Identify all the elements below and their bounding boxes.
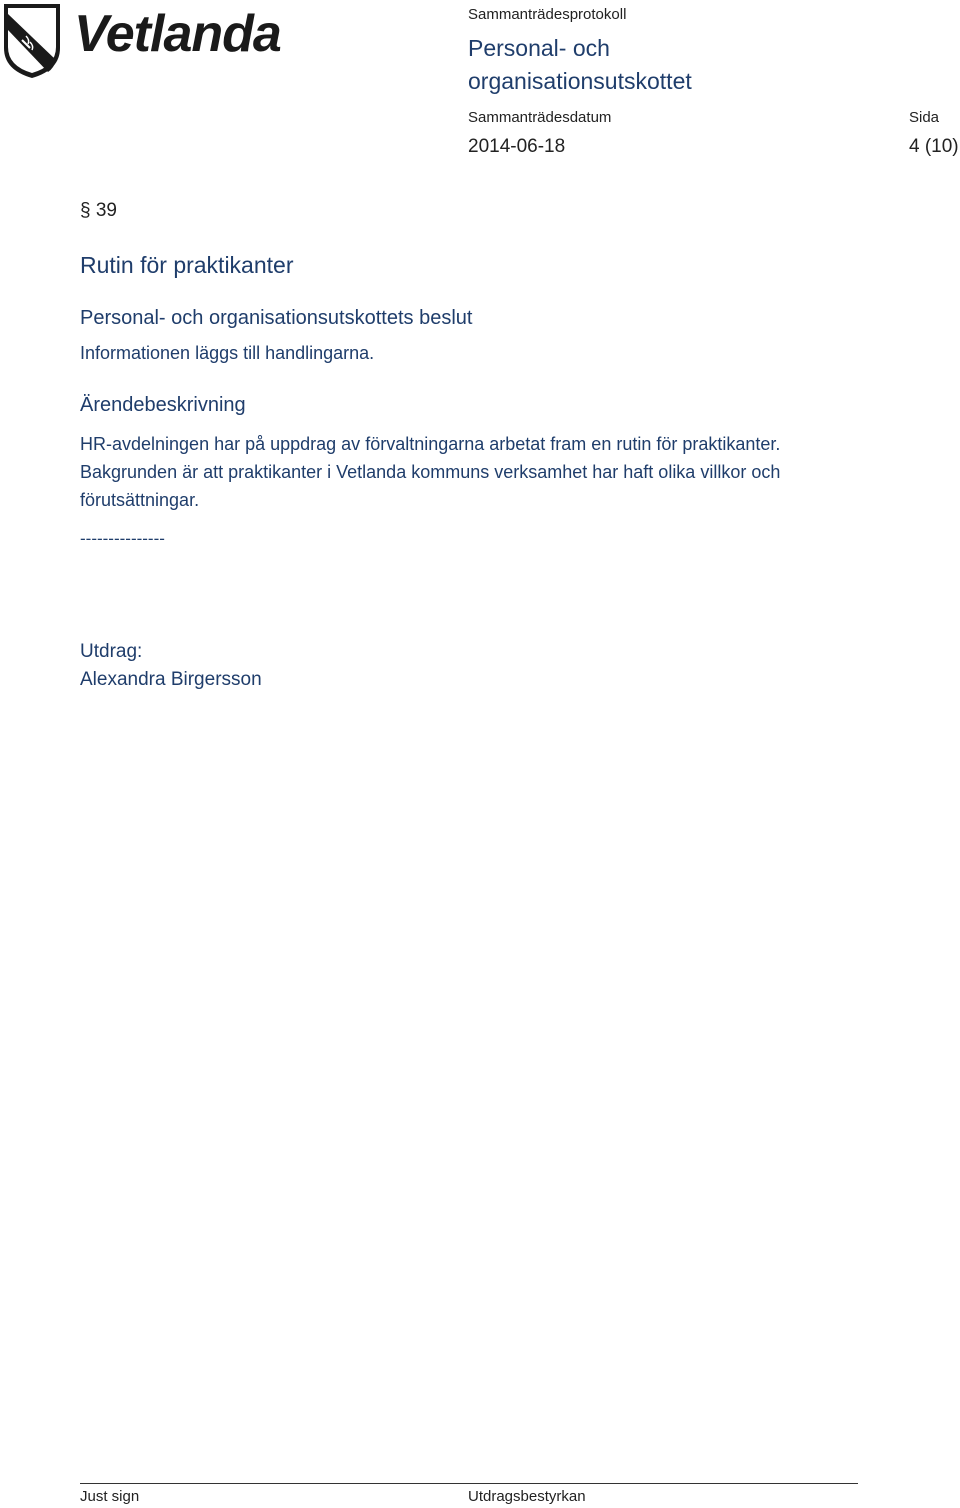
page-number: 4 (10)	[909, 136, 959, 157]
footer-just-sign: Just sign	[80, 1488, 140, 1505]
document-type: Sammanträdesprotokoll	[468, 6, 627, 23]
logo	[0, 0, 300, 80]
committee-name	[468, 32, 768, 98]
committee-name-line2: organisationsutskottet	[468, 68, 692, 94]
footer-extract-certification: Utdragsbestyrkan	[468, 1488, 586, 1505]
logo-wordmark: Vetlanda	[74, 5, 281, 63]
committee-name-line1: Personal- och	[468, 35, 610, 61]
meeting-date-label: Sammanträdesdatum	[468, 109, 612, 126]
description-text: HR-avdelningen har på uppdrag av förvaltningarna arbetat fram en rutin för praktikanter. Bakgrunden är att praktikanter i Vetlanda kommuns verksamhet har haft olika villkor och förutsättningar.	[80, 434, 781, 510]
footer-divider	[80, 1483, 858, 1484]
decision-text: Informationen läggs till handlingarna.	[80, 343, 375, 363]
decision-heading: Personal- och organisationsutskottets beslut	[80, 307, 473, 329]
description-heading: Ärendebeskrivning	[80, 394, 246, 416]
separator: ---------------	[80, 529, 165, 548]
page-label: Sida	[909, 109, 940, 126]
extract-label: Utdrag:	[80, 641, 143, 662]
extract-recipient: Alexandra Birgersson	[80, 669, 262, 690]
paragraph-number: § 39	[80, 200, 117, 221]
meeting-date-value: 2014-06-18	[468, 136, 566, 157]
page-title: Rutin för praktikanter	[80, 252, 294, 278]
